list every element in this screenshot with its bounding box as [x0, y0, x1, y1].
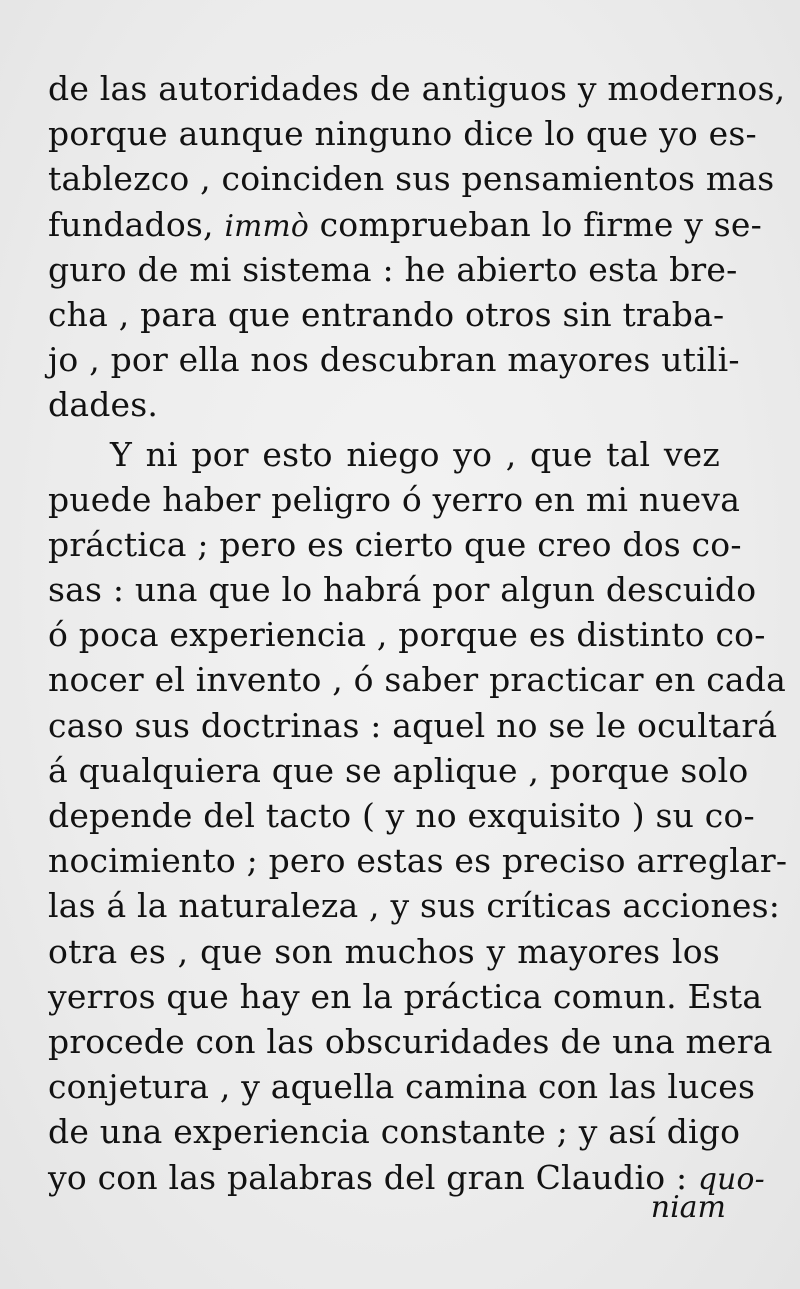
text-line: jo , por ella nos descubran mayores utili-	[48, 340, 740, 380]
text-line: yo con las palabras del gran Claudio : quo-	[48, 1157, 765, 1197]
text-line: yerros que hay en la práctica comun. Esta	[48, 976, 763, 1016]
text-line: tablezco , coinciden sus pensamientos mas	[48, 159, 775, 199]
text-line: nocer el invento , ó saber practicar en cada	[48, 660, 787, 700]
text-line: otra es , que son muchos y mayores los	[48, 931, 720, 971]
text-line: nocimiento ; pero estas es preciso arreglar-	[48, 841, 788, 881]
text-line: dades.	[48, 385, 159, 425]
catchword: niam	[650, 1190, 726, 1225]
text-line: fundados, immò comprueban lo firme y se-	[48, 204, 762, 244]
text-line: guro de mi sistema : he abierto esta bre-	[48, 249, 738, 289]
text-line: porque aunque ninguno dice lo que yo es-	[48, 114, 757, 154]
text-line: conjetura , y aquella camina con las luces	[48, 1067, 756, 1107]
text-line: procede con las obscuridades de una mera	[48, 1021, 773, 1061]
text-line: Y ni por esto niego yo , que tal vez	[110, 434, 720, 474]
text-line: las á la naturaleza , y sus críticas acciones:	[48, 886, 781, 926]
text-line: de una experiencia constante ; y así digo	[48, 1112, 741, 1152]
text-line: á qualquiera que se aplique , porque solo	[48, 750, 749, 790]
text-line: depende del tacto ( y no exquisito ) su co-	[48, 796, 755, 835]
text-line: sas : una que lo habrá por algun descuido	[48, 570, 757, 610]
text-line: ó poca experiencia , porque es distinto co-	[48, 615, 766, 655]
text-line: caso sus doctrinas : aquel no se le ocultará	[48, 705, 778, 745]
text-line: puede haber peligro ó yerro en mi nueva	[48, 479, 741, 519]
text-line: práctica ; pero es cierto que creo dos co-	[48, 524, 742, 564]
body-text	[48, 66, 788, 1200]
text-line: de las autoridades de antiguos y modernos,	[48, 69, 786, 108]
text-line: cha , para que entrando otros sin traba-	[48, 294, 725, 334]
